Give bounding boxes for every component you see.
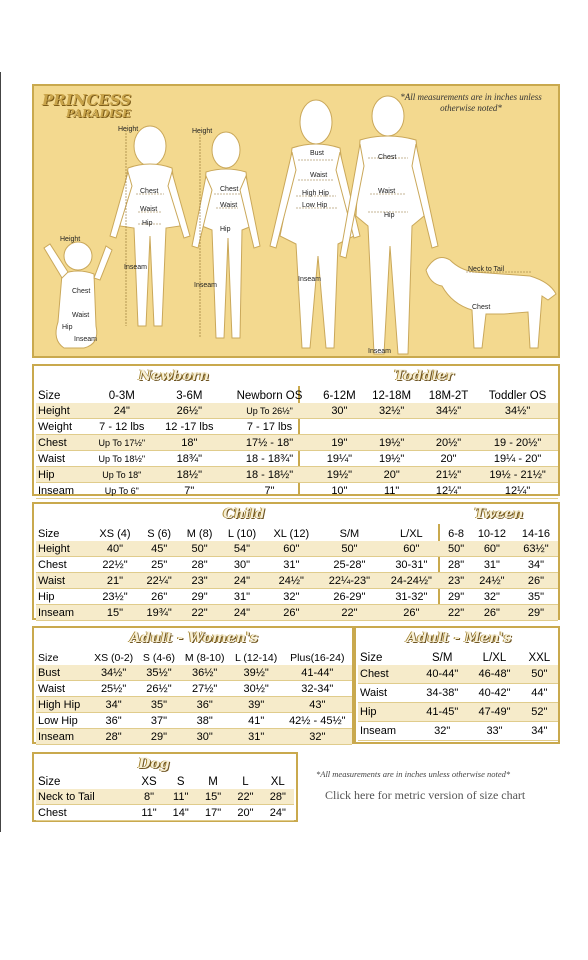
table-cell: 50" <box>318 541 380 557</box>
adult-women-table <box>36 650 352 745</box>
table-cell: 50" <box>179 541 220 557</box>
table-cell: 23" <box>442 573 470 589</box>
table-cell: 24" <box>220 605 264 621</box>
label-hip-girl: Hip <box>142 220 153 227</box>
table-cell: S <box>176 775 185 788</box>
row-label: Chest <box>36 557 91 573</box>
label-chest-dog: Chest <box>472 304 491 311</box>
label-waist-man: Waist <box>378 188 396 195</box>
table-row <box>36 451 558 467</box>
table-cell: S/M <box>339 527 360 540</box>
row-label: Bust <box>36 665 89 681</box>
table-cell: 30-31" <box>380 557 442 573</box>
label-waist-girl: Waist <box>140 206 158 213</box>
label-height-baby: Height <box>60 236 81 243</box>
table-cell: 45" <box>139 541 179 557</box>
row-label: Weight <box>36 419 89 435</box>
table-row <box>36 541 558 557</box>
table-header-row <box>358 650 558 665</box>
table-cell: 11" <box>363 483 419 499</box>
table-row <box>36 605 558 621</box>
table-cell: 19¾" <box>139 605 179 621</box>
dog-table <box>36 774 294 821</box>
table-cell: 35" <box>138 697 179 713</box>
table-cell: 23" <box>179 573 220 589</box>
table-row <box>36 729 352 745</box>
measurement-note-footer: *All measurements are in inches unless otherwise noted* <box>316 769 511 779</box>
table-cell: 36½" <box>180 665 230 681</box>
table-cell: 30" <box>180 729 230 745</box>
table-cell: 26" <box>470 605 514 621</box>
table-cell: 35½" <box>138 665 179 681</box>
table-cell: 15" <box>197 789 229 805</box>
newborn-title: Newborn <box>138 368 210 384</box>
table-cell: 31" <box>470 557 514 573</box>
table-cell: 29" <box>179 589 220 605</box>
row-label: Low Hip <box>36 713 89 729</box>
row-label: Waist <box>36 573 91 589</box>
table-header-row <box>36 388 558 403</box>
table-cell: 34½" <box>420 403 477 419</box>
table-cell: 42½ - 45½" <box>283 713 352 729</box>
table-cell: L (10) <box>227 527 257 540</box>
table-row <box>358 665 558 684</box>
table-cell: 20½" <box>420 435 477 451</box>
row-label: High Hip <box>36 697 89 713</box>
table-cell: 47-49" <box>468 703 520 722</box>
table-cell: 7 - 17 lbs <box>224 419 316 435</box>
label-inseam-baby: Inseam <box>74 336 97 343</box>
table-cell: 24" <box>89 403 155 419</box>
table-cell: Up To 17½" <box>89 435 155 451</box>
table-cell: S (4-6) <box>142 651 176 664</box>
table-cell: 32" <box>470 589 514 605</box>
table-cell: 39½" <box>230 665 283 681</box>
table-cell: 50" <box>442 541 470 557</box>
table-cell: 25-28" <box>318 557 380 573</box>
table-cell: 26" <box>264 605 318 621</box>
table-row <box>36 681 352 697</box>
table-cell: Plus(16-24) <box>290 651 345 664</box>
row-label: Waist <box>36 451 89 467</box>
row-label: Waist <box>358 684 416 703</box>
row-label: Inseam <box>358 722 416 741</box>
adult-women-title: Adult - Women's <box>129 630 259 646</box>
table-cell: 7" <box>155 483 224 499</box>
table-cell: 60" <box>380 541 442 557</box>
table-cell: 29" <box>442 589 470 605</box>
table-cell: 7" <box>224 483 316 499</box>
table-cell: XS (0-2) <box>94 651 134 664</box>
table-cell: 26½" <box>155 403 224 419</box>
row-label: Size <box>38 775 61 788</box>
table-cell: 30" <box>220 557 264 573</box>
table-row <box>36 483 558 499</box>
table-cell: 14-16 <box>521 527 551 540</box>
table-cell: 24½" <box>470 573 514 589</box>
table-cell: XL <box>270 775 285 788</box>
table-cell: 34½" <box>477 403 558 419</box>
row-label: Size <box>38 651 59 664</box>
metric-size-chart-link[interactable]: Click here for metric version of size chart <box>325 788 526 802</box>
table-row <box>36 589 558 605</box>
table-row <box>36 697 352 713</box>
table-cell: 18 - 18¾" <box>224 451 316 467</box>
table-row <box>36 557 558 573</box>
table-cell: 11" <box>165 789 197 805</box>
row-label: Hip <box>36 467 89 483</box>
label-inseam-girl: Inseam <box>124 264 147 271</box>
row-label: Size <box>38 389 61 402</box>
table-cell: XS (4) <box>99 527 131 540</box>
table-cell: 40-44" <box>416 665 468 684</box>
table-cell: 18½" <box>155 467 224 483</box>
table-cell: 6-8 <box>448 527 465 540</box>
table-cell: 33" <box>468 722 520 741</box>
table-cell: 28" <box>442 557 470 573</box>
toddler-title: Toddler <box>394 368 454 384</box>
table-cell: 18" <box>155 435 224 451</box>
table-cell: 34" <box>89 697 138 713</box>
table-cell: Newborn OS <box>236 389 303 402</box>
row-label: Chest <box>36 435 89 451</box>
row-label: Size <box>38 527 60 540</box>
row-label: Chest <box>358 665 416 684</box>
table-cell: M (8-10) <box>184 651 225 664</box>
table-cell: L/XL <box>400 527 423 540</box>
table-cell: Up To 26½" <box>224 403 316 419</box>
table-header-row <box>36 526 558 541</box>
table-cell: 20" <box>420 451 477 467</box>
child-tween-table <box>36 526 558 621</box>
table-cell: 29" <box>514 605 558 621</box>
table-cell: XL (12) <box>273 527 310 540</box>
table-row <box>358 722 558 741</box>
label-inseam-tween: Inseam <box>194 282 217 289</box>
table-cell: 26" <box>514 573 558 589</box>
table-row <box>36 805 294 821</box>
table-cell: 0-3M <box>108 389 135 402</box>
label-low-hip: Low Hip <box>302 202 328 209</box>
table-cell: 20" <box>363 467 419 483</box>
table-cell: M (8) <box>186 527 213 540</box>
table-cell: 32" <box>264 589 318 605</box>
adult-men-table <box>358 650 558 741</box>
label-bust: Bust <box>310 150 325 157</box>
table-cell: 7 - 12 lbs <box>89 419 155 435</box>
child-title: Child <box>223 506 265 522</box>
table-cell: 28" <box>89 729 138 745</box>
table-cell: 31" <box>264 557 318 573</box>
table-cell: 25½" <box>89 681 138 697</box>
label-hip-tween: Hip <box>220 226 231 233</box>
table-cell: 22" <box>442 605 470 621</box>
label-chest-girl: Chest <box>140 188 159 195</box>
table-row <box>36 419 558 435</box>
table-cell: 19" <box>315 435 363 451</box>
table-cell: 3-6M <box>176 389 203 402</box>
table-cell: 6-12M <box>323 389 356 402</box>
table-cell: 11" <box>133 805 164 821</box>
table-cell: 17½ - 18" <box>224 435 316 451</box>
table-cell: 41" <box>230 713 283 729</box>
label-waist-baby: Waist <box>72 312 90 319</box>
table-cell: 29" <box>138 729 179 745</box>
table-header-row <box>36 774 294 789</box>
adult-men-panel <box>354 626 560 744</box>
table-cell: 19 - 20½" <box>477 435 558 451</box>
table-cell: 31" <box>230 729 283 745</box>
row-label: Chest <box>36 805 133 821</box>
table-cell: 19½" <box>363 435 419 451</box>
table-row <box>36 713 352 729</box>
table-cell: 22" <box>229 789 261 805</box>
table-cell: 22¼" <box>139 573 179 589</box>
table-cell: 24" <box>220 573 264 589</box>
table-cell: 34" <box>521 722 558 741</box>
table-cell: 38" <box>180 713 230 729</box>
table-cell: 41-44" <box>283 665 352 681</box>
table-cell: 18¾" <box>155 451 224 467</box>
table-row <box>36 573 558 589</box>
child-tween-panel <box>32 502 560 620</box>
table-cell: 40" <box>91 541 139 557</box>
table-cell: 15" <box>91 605 139 621</box>
table-row <box>36 403 558 419</box>
table-cell: M <box>208 775 218 788</box>
label-height-tween: Height <box>192 128 213 135</box>
table-cell: 28" <box>262 789 294 805</box>
label-waist-tween: Waist <box>220 202 238 209</box>
table-row <box>36 789 294 805</box>
table-cell: 35" <box>514 589 558 605</box>
newborn-toddler-table <box>36 388 558 499</box>
table-cell: 19½ - 21½" <box>477 467 558 483</box>
princess-paradise-logo: PRINCESS PARADISE <box>42 91 132 120</box>
table-cell: 21" <box>91 573 139 589</box>
table-cell: 12-18M <box>372 389 412 402</box>
table-cell: 14" <box>165 805 197 821</box>
label-chest-baby: Chest <box>72 288 91 295</box>
tween-title: Tween <box>474 506 524 522</box>
row-label: Hip <box>358 703 416 722</box>
table-cell: Toddler OS <box>488 389 547 402</box>
table-cell: 19½" <box>363 451 419 467</box>
table-cell: 60" <box>470 541 514 557</box>
label-neck-to-tail: Neck to Tail <box>468 266 505 273</box>
table-cell: 12¼" <box>477 483 558 499</box>
left-border-line <box>0 72 1 832</box>
table-cell: 34½" <box>89 665 138 681</box>
table-cell: 31" <box>220 589 264 605</box>
table-cell: 26" <box>380 605 442 621</box>
table-cell: 28" <box>179 557 220 573</box>
table-cell: 32-34" <box>283 681 352 697</box>
table-cell: XXL <box>528 651 551 664</box>
table-cell: 46-48" <box>468 665 520 684</box>
row-label: Hip <box>36 589 91 605</box>
table-cell: 12 -17 lbs <box>155 419 224 435</box>
table-cell: 54" <box>220 541 264 557</box>
table-cell: 18 - 18½" <box>224 467 316 483</box>
table-cell: 8" <box>133 789 164 805</box>
adult-men-title: Adult - Men's <box>406 630 512 646</box>
table-cell: 52" <box>521 703 558 722</box>
table-cell: 25" <box>139 557 179 573</box>
label-high-hip: High Hip <box>302 190 329 197</box>
size-illustration <box>32 84 560 358</box>
table-row <box>36 467 558 483</box>
table-cell: S/M <box>432 651 453 664</box>
row-label: Height <box>36 541 91 557</box>
table-cell: 22" <box>179 605 220 621</box>
dog-panel <box>32 752 298 822</box>
table-cell: 44" <box>521 684 558 703</box>
newborn-toddler-panel <box>32 364 560 496</box>
table-cell: 32" <box>416 722 468 741</box>
row-label: Height <box>36 403 89 419</box>
dog-title: Dog <box>138 756 170 772</box>
table-row <box>36 665 352 681</box>
table-cell <box>363 419 419 435</box>
table-row <box>36 435 558 451</box>
table-cell: 34-38" <box>416 684 468 703</box>
table-cell: Up To 18" <box>89 467 155 483</box>
table-cell: S (6) <box>147 527 172 540</box>
table-cell: 40-42" <box>468 684 520 703</box>
table-cell: 17" <box>197 805 229 821</box>
table-cell: Up To 18½" <box>89 451 155 467</box>
table-cell: 19¼ - 20" <box>477 451 558 467</box>
table-header-row <box>36 650 352 665</box>
table-cell: 30" <box>315 403 363 419</box>
table-cell: 10-12 <box>477 527 506 540</box>
table-cell: Up To 6" <box>89 483 155 499</box>
table-cell: 30½" <box>230 681 283 697</box>
label-chest-tween: Chest <box>220 186 239 193</box>
measurement-note-top: *All measurements are in inches unless otherwise noted* <box>400 92 542 113</box>
table-cell: 31-32" <box>380 589 442 605</box>
row-label: Inseam <box>36 729 89 745</box>
table-cell: 37" <box>138 713 179 729</box>
table-cell: 36" <box>89 713 138 729</box>
row-label: Inseam <box>36 483 89 499</box>
table-cell: 63½" <box>514 541 558 557</box>
table-cell: 34" <box>514 557 558 573</box>
table-cell <box>315 419 363 435</box>
table-cell: 60" <box>264 541 318 557</box>
table-cell: 23½" <box>91 589 139 605</box>
table-row <box>358 703 558 722</box>
table-cell: 22¼-23" <box>318 573 380 589</box>
silhouettes-graphic <box>34 86 560 358</box>
table-cell: 20" <box>229 805 261 821</box>
table-cell: L (12-14) <box>235 651 278 664</box>
table-cell: 32½" <box>363 403 419 419</box>
table-cell: 24" <box>262 805 294 821</box>
table-cell <box>477 419 558 435</box>
table-cell: 41-45" <box>416 703 468 722</box>
table-row <box>358 684 558 703</box>
label-hip-man: Hip <box>384 212 395 219</box>
table-cell: 18M-2T <box>428 389 469 402</box>
table-cell: 22" <box>318 605 380 621</box>
table-cell: L/XL <box>482 651 507 664</box>
row-label: Size <box>360 651 383 664</box>
table-cell: 19¼" <box>315 451 363 467</box>
row-label: Neck to Tail <box>36 789 133 805</box>
table-cell: 50" <box>521 665 558 684</box>
table-cell: 24-24½" <box>380 573 442 589</box>
label-inseam-man: Inseam <box>368 348 391 355</box>
table-cell: 19½" <box>315 467 363 483</box>
table-cell: 32" <box>283 729 352 745</box>
table-cell: 10" <box>315 483 363 499</box>
table-cell: 24½" <box>264 573 318 589</box>
row-label: Inseam <box>36 605 91 621</box>
table-cell: 22½" <box>91 557 139 573</box>
adult-women-panel <box>32 626 354 744</box>
label-waist-woman: Waist <box>310 172 328 179</box>
table-cell: 26½" <box>138 681 179 697</box>
label-hip-baby: Hip <box>62 324 73 331</box>
label-inseam-woman: Inseam <box>298 276 321 283</box>
table-cell: XS <box>141 775 157 788</box>
table-cell: 36" <box>180 697 230 713</box>
table-cell: 43" <box>283 697 352 713</box>
label-height-girl: Height <box>118 126 139 133</box>
table-cell <box>420 419 477 435</box>
label-chest-man: Chest <box>378 154 397 161</box>
table-cell: 21½" <box>420 467 477 483</box>
table-cell: 26" <box>139 589 179 605</box>
table-cell: 12¼" <box>420 483 477 499</box>
table-cell: 27½" <box>180 681 230 697</box>
table-cell: 26-29" <box>318 589 380 605</box>
table-cell: 39" <box>230 697 283 713</box>
table-cell: L <box>242 775 249 788</box>
row-label: Waist <box>36 681 89 697</box>
